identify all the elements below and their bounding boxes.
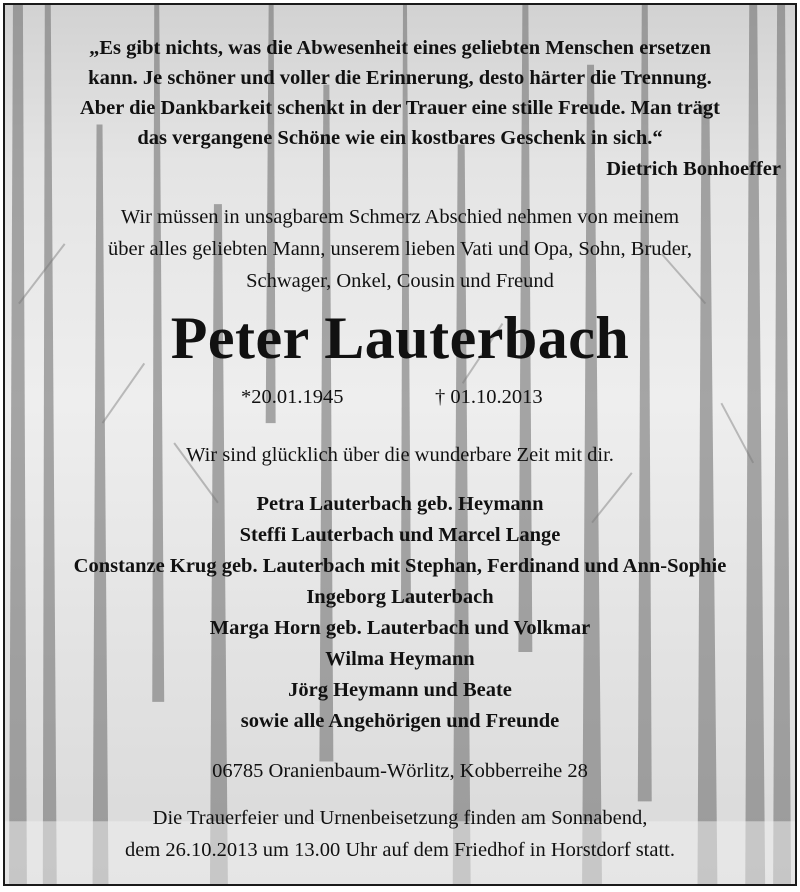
quote-line-1: „Es gibt nichts, was die Abwesenheit eines geliebten Menschen ersetzen [89, 37, 711, 59]
funeral-line-1: Die Trauerfeier und Urnenbeisetzung finden am Sonnabend, [152, 807, 648, 829]
quote-line-3: Aber die Dankbarkeit schenkt in der Trauer eine stille Freude. Man trägt [79, 97, 721, 119]
birth-date: *20.01.1945 [241, 386, 344, 408]
death-date: † 01.10.2013 [435, 386, 543, 408]
quote-line-4: das vergangene Schöne wie ein kostbares Geschenk in sich.“ [137, 127, 663, 149]
address-line: 06785 Oranienbaum-Wörlitz, Kobberreihe 28 [212, 760, 588, 782]
mourner-3: Constanze Krug geb. Lauterbach mit Stephan, Ferdinand und Ann-Sophie [73, 555, 727, 577]
mourner-7: Jörg Heymann und Beate [288, 679, 512, 701]
gratitude-line: Wir sind glücklich über die wunderbare Zeit mit dir. [186, 444, 614, 466]
mourner-8: sowie alle Angehörigen und Freunde [240, 710, 560, 732]
mourner-2: Steffi Lauterbach und Marcel Lange [239, 524, 561, 546]
mourner-1: Petra Lauterbach geb. Heymann [256, 493, 544, 515]
funeral-line-2: dem 26.10.2013 um 13.00 Uhr auf dem Friedhof in Horstdorf statt. [124, 839, 675, 861]
mourner-4: Ingeborg Lauterbach [306, 586, 494, 608]
quote-line-2: kann. Je schöner und voller die Erinnerung, desto härter die Trennung. [88, 67, 712, 89]
intro-line-2: über alles geliebten Mann, unserem lieben Vati und Opa, Sohn, Bruder, [107, 238, 693, 260]
quote-author: Dietrich Bonhoeffer [606, 158, 781, 180]
obituary-notice [3, 3, 797, 886]
mourner-5: Marga Horn geb. Lauterbach und Volkmar [209, 617, 591, 639]
mourner-6: Wilma Heymann [325, 648, 475, 670]
intro-line-3: Schwager, Onkel, Cousin und Freund [246, 270, 554, 292]
deceased-name: Peter Lauterbach [170, 305, 630, 371]
intro-line-1: Wir müssen in unsagbarem Schmerz Abschied nehmen von meinem [120, 206, 680, 228]
